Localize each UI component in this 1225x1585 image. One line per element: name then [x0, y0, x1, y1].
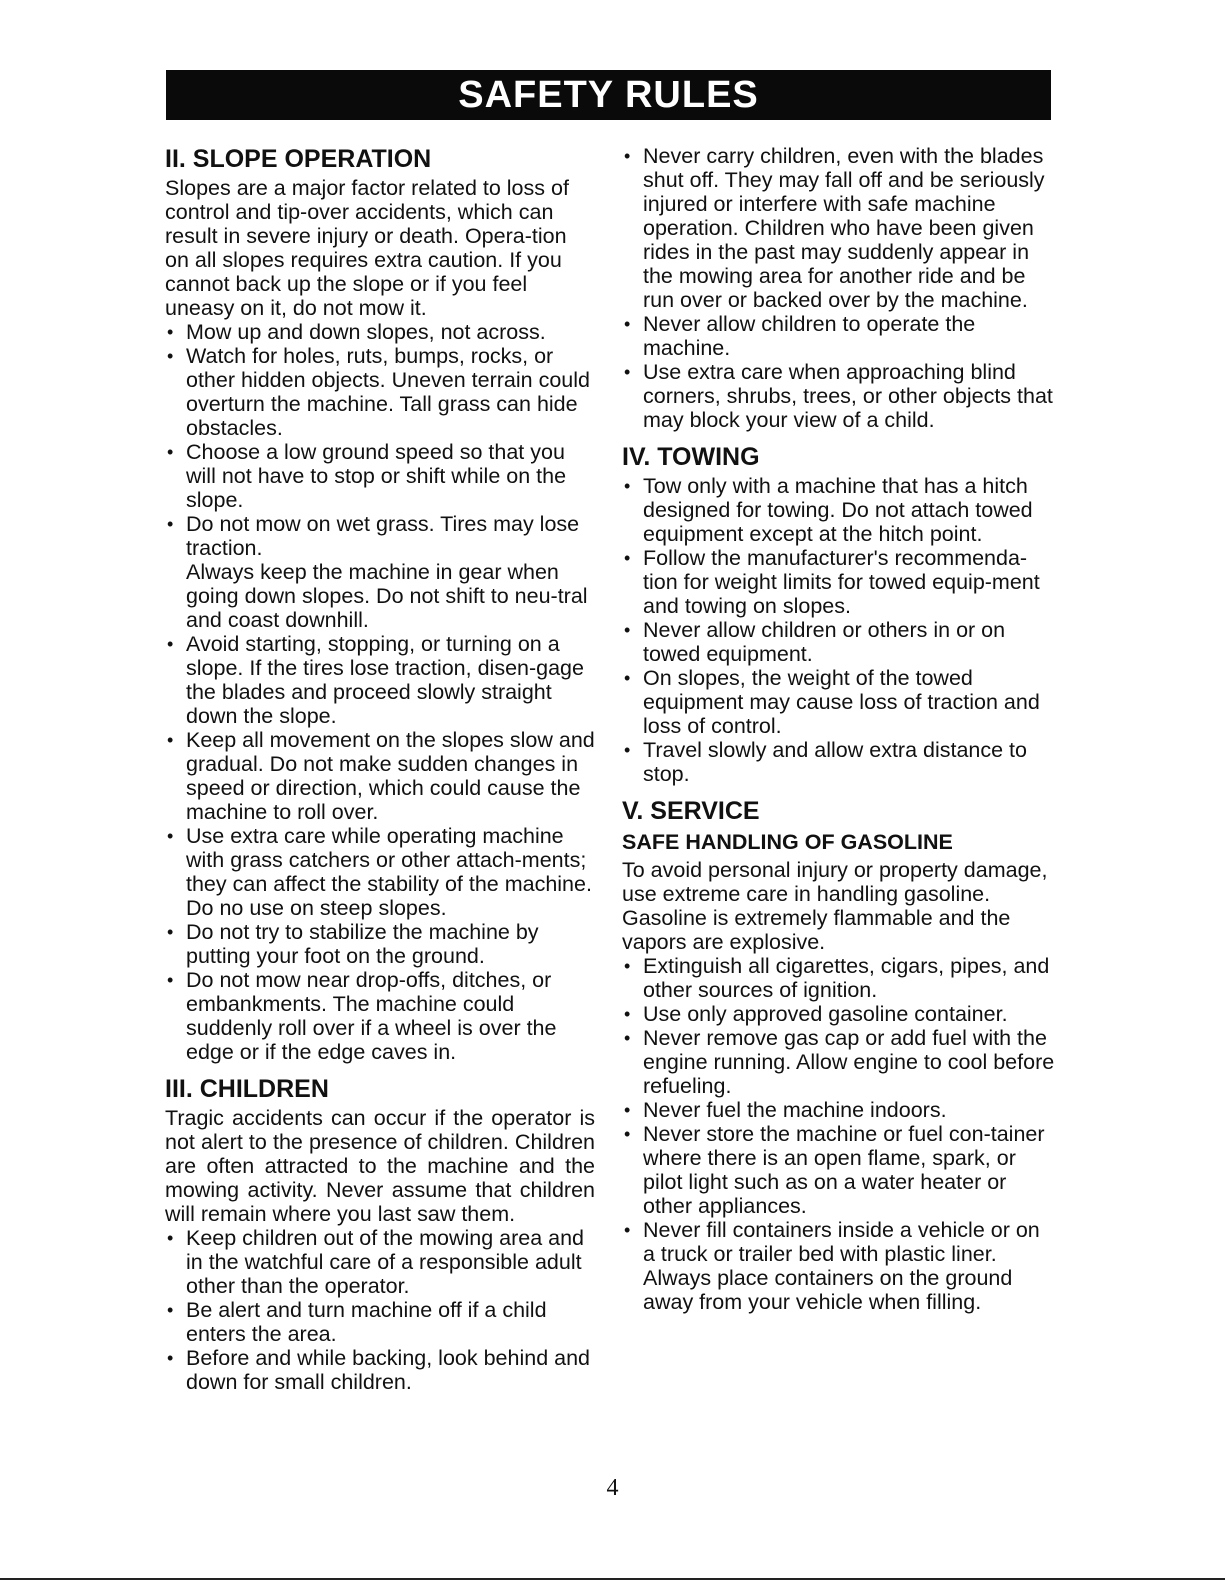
bullet-icon: • [167, 442, 174, 462]
bullet-icon: • [624, 476, 631, 496]
list-item: • Be alert and turn machine off if a child enters the area. [167, 1298, 547, 1346]
bottom-divider [0, 1578, 1225, 1580]
towing-section [622, 442, 1057, 786]
bullet-icon: • [167, 970, 174, 990]
children-section-continued [622, 144, 1057, 432]
bullet-icon: • [624, 668, 631, 688]
list-item: • Do not try to stabilize the machine by putting your foot on the ground. [167, 920, 539, 968]
list-item: • Do not mow near drop-offs, ditches, or embankments. The machine could suddenly roll over if a wheel is over the edge or if the edge caves in. [167, 968, 557, 1064]
slope-operation-heading: II. SLOPE OPERATION [165, 145, 432, 173]
children-intro: Tragic accidents can occur if the operator is not alert to the presence of children. Children are often attracted to the machine and the mowing activity. Never assume that children will remain where you last saw them. [165, 1106, 595, 1226]
bullet-icon: • [167, 826, 174, 846]
bullet-icon: • [167, 730, 174, 750]
list-item: • Follow the manufacturer's recommenda-tion for weight limits for towed equip-ment and towing on slopes. [624, 546, 1040, 618]
bullet-icon: • [167, 514, 174, 534]
slope-operation-intro: Slopes are a major factor related to loss of control and tip-over accidents, which can result in severe injury or death. Opera-tion on all slopes requires extra caution. If you cannot back up the slope or if you feel uneasy on it, do not mow it. [165, 176, 569, 320]
bullet-icon: • [167, 1300, 174, 1320]
bullet-icon: • [624, 956, 631, 976]
list-item: • Use extra care while operating machine with grass catchers or other attach-ments; they can affect the stability of the machine. Do no use on steep slopes. [167, 824, 592, 920]
list-item: • Watch for holes, ruts, bumps, rocks, or other hidden objects. Uneven terrain could overturn the machine. Tall grass can hide obstacles. [167, 344, 590, 440]
bullet-icon: • [624, 1220, 631, 1240]
bullet-icon: • [624, 1028, 631, 1048]
bullet-icon: • [167, 634, 174, 654]
bullet-icon: • [624, 1124, 631, 1144]
bullet-icon: • [167, 322, 174, 342]
bullet-icon: • [624, 1100, 631, 1120]
bullet-icon: • [624, 548, 631, 568]
right-column [622, 144, 1057, 1324]
towing-heading: IV. TOWING [622, 443, 760, 471]
safety-rules-banner [166, 70, 1051, 120]
list-item-continuation: Always keep the machine in gear when going down slopes. Do not shift to neu-tral and coast downhill. [186, 560, 588, 632]
children-list-right [622, 144, 1057, 432]
list-item: • Mow up and down slopes, not across. [167, 320, 546, 344]
list-item: • Use extra care when approaching blind corners, shrubs, trees, or other objects that may block your view of a child. [624, 360, 1053, 432]
bullet-icon: • [624, 146, 631, 166]
slope-operation-list [165, 320, 595, 1064]
slope-operation-section [165, 144, 595, 1064]
list-item: • Keep all movement on the slopes slow and gradual. Do not make sudden changes in speed or direction, which could cause the machine to roll over. [167, 728, 595, 824]
list-item: • Travel slowly and allow extra distance to stop. [624, 738, 1027, 786]
list-item: • On slopes, the weight of the towed equipment may cause loss of traction and loss of control. [624, 666, 1040, 738]
list-item: • Never fill containers inside a vehicle or on a truck or trailer bed with plastic liner. Always place containers on the ground away from your vehicle when filling. [624, 1218, 1040, 1314]
list-item: • Never store the machine or fuel con-tainer where there is an open flame, spark, or pilot light such as on a water heater or other appliances. [624, 1122, 1045, 1218]
list-item: • Do not mow on wet grass. Tires may lose traction. Always keep the machine in gear when going down slopes. Do not shift to neu-tral and coast downhill. [165, 512, 595, 632]
towing-list [622, 474, 1057, 786]
page-number: 4 [606, 1475, 619, 1501]
children-section [165, 1074, 595, 1394]
bullet-icon: • [624, 1004, 631, 1024]
bullet-icon: • [167, 1228, 174, 1248]
service-heading: V. SERVICE [622, 797, 760, 825]
list-item: • Never carry children, even with the blades shut off. They may fall off and be seriously injured or interfere with safe machine operation. Children who have been given rides in the past may suddenly appear in the mowing area for another ride and be run over or backed over by the machine. [624, 144, 1045, 312]
bullet-icon: • [167, 346, 174, 366]
service-section [622, 796, 1057, 1314]
list-item: • Tow only with a machine that has a hitch designed for towing. Do not attach towed equipment except at the hitch point. [624, 474, 1033, 546]
service-list [622, 954, 1057, 1314]
list-item: • Extinguish all cigarettes, cigars, pipes, and other sources of ignition. [624, 954, 1050, 1002]
children-list-left [165, 1226, 595, 1394]
list-item: • Keep children out of the mowing area and in the watchful care of a responsible adult other than the operator. [167, 1226, 585, 1298]
banner-title: SAFETY RULES [458, 73, 759, 116]
bullet-icon: • [624, 362, 631, 382]
bullet-icon: • [624, 314, 631, 334]
service-intro: To avoid personal injury or property damage, use extreme care in handling gasoline. Gasoline is extremely flammable and the vapors are explosive. [622, 858, 1048, 954]
list-item: • Never allow children or others in or on towed equipment. [624, 618, 1006, 666]
bullet-icon: • [624, 620, 631, 640]
left-column [165, 144, 595, 1404]
list-item: • Never remove gas cap or add fuel with the engine running. Allow engine to cool before refueling. [624, 1026, 1055, 1098]
list-item: • Never fuel the machine indoors. [624, 1098, 947, 1122]
gasoline-subheading: SAFE HANDLING OF GASOLINE [622, 830, 953, 854]
list-item: • Before and while backing, look behind and down for small children. [167, 1346, 591, 1394]
list-item: • Avoid starting, stopping, or turning on a slope. If the tires lose traction, disen-gage the blades and proceed slowly straight down the slope. [167, 632, 584, 728]
list-item: • Never allow children to operate the machine. [624, 312, 976, 360]
list-item: • Choose a low ground speed so that you will not have to stop or shift while on the slope. [167, 440, 567, 512]
bullet-icon: • [624, 740, 631, 760]
children-heading: III. CHILDREN [165, 1075, 329, 1103]
bullet-icon: • [167, 1348, 174, 1368]
bullet-icon: • [167, 922, 174, 942]
list-item: • Use only approved gasoline container. [624, 1002, 1008, 1026]
